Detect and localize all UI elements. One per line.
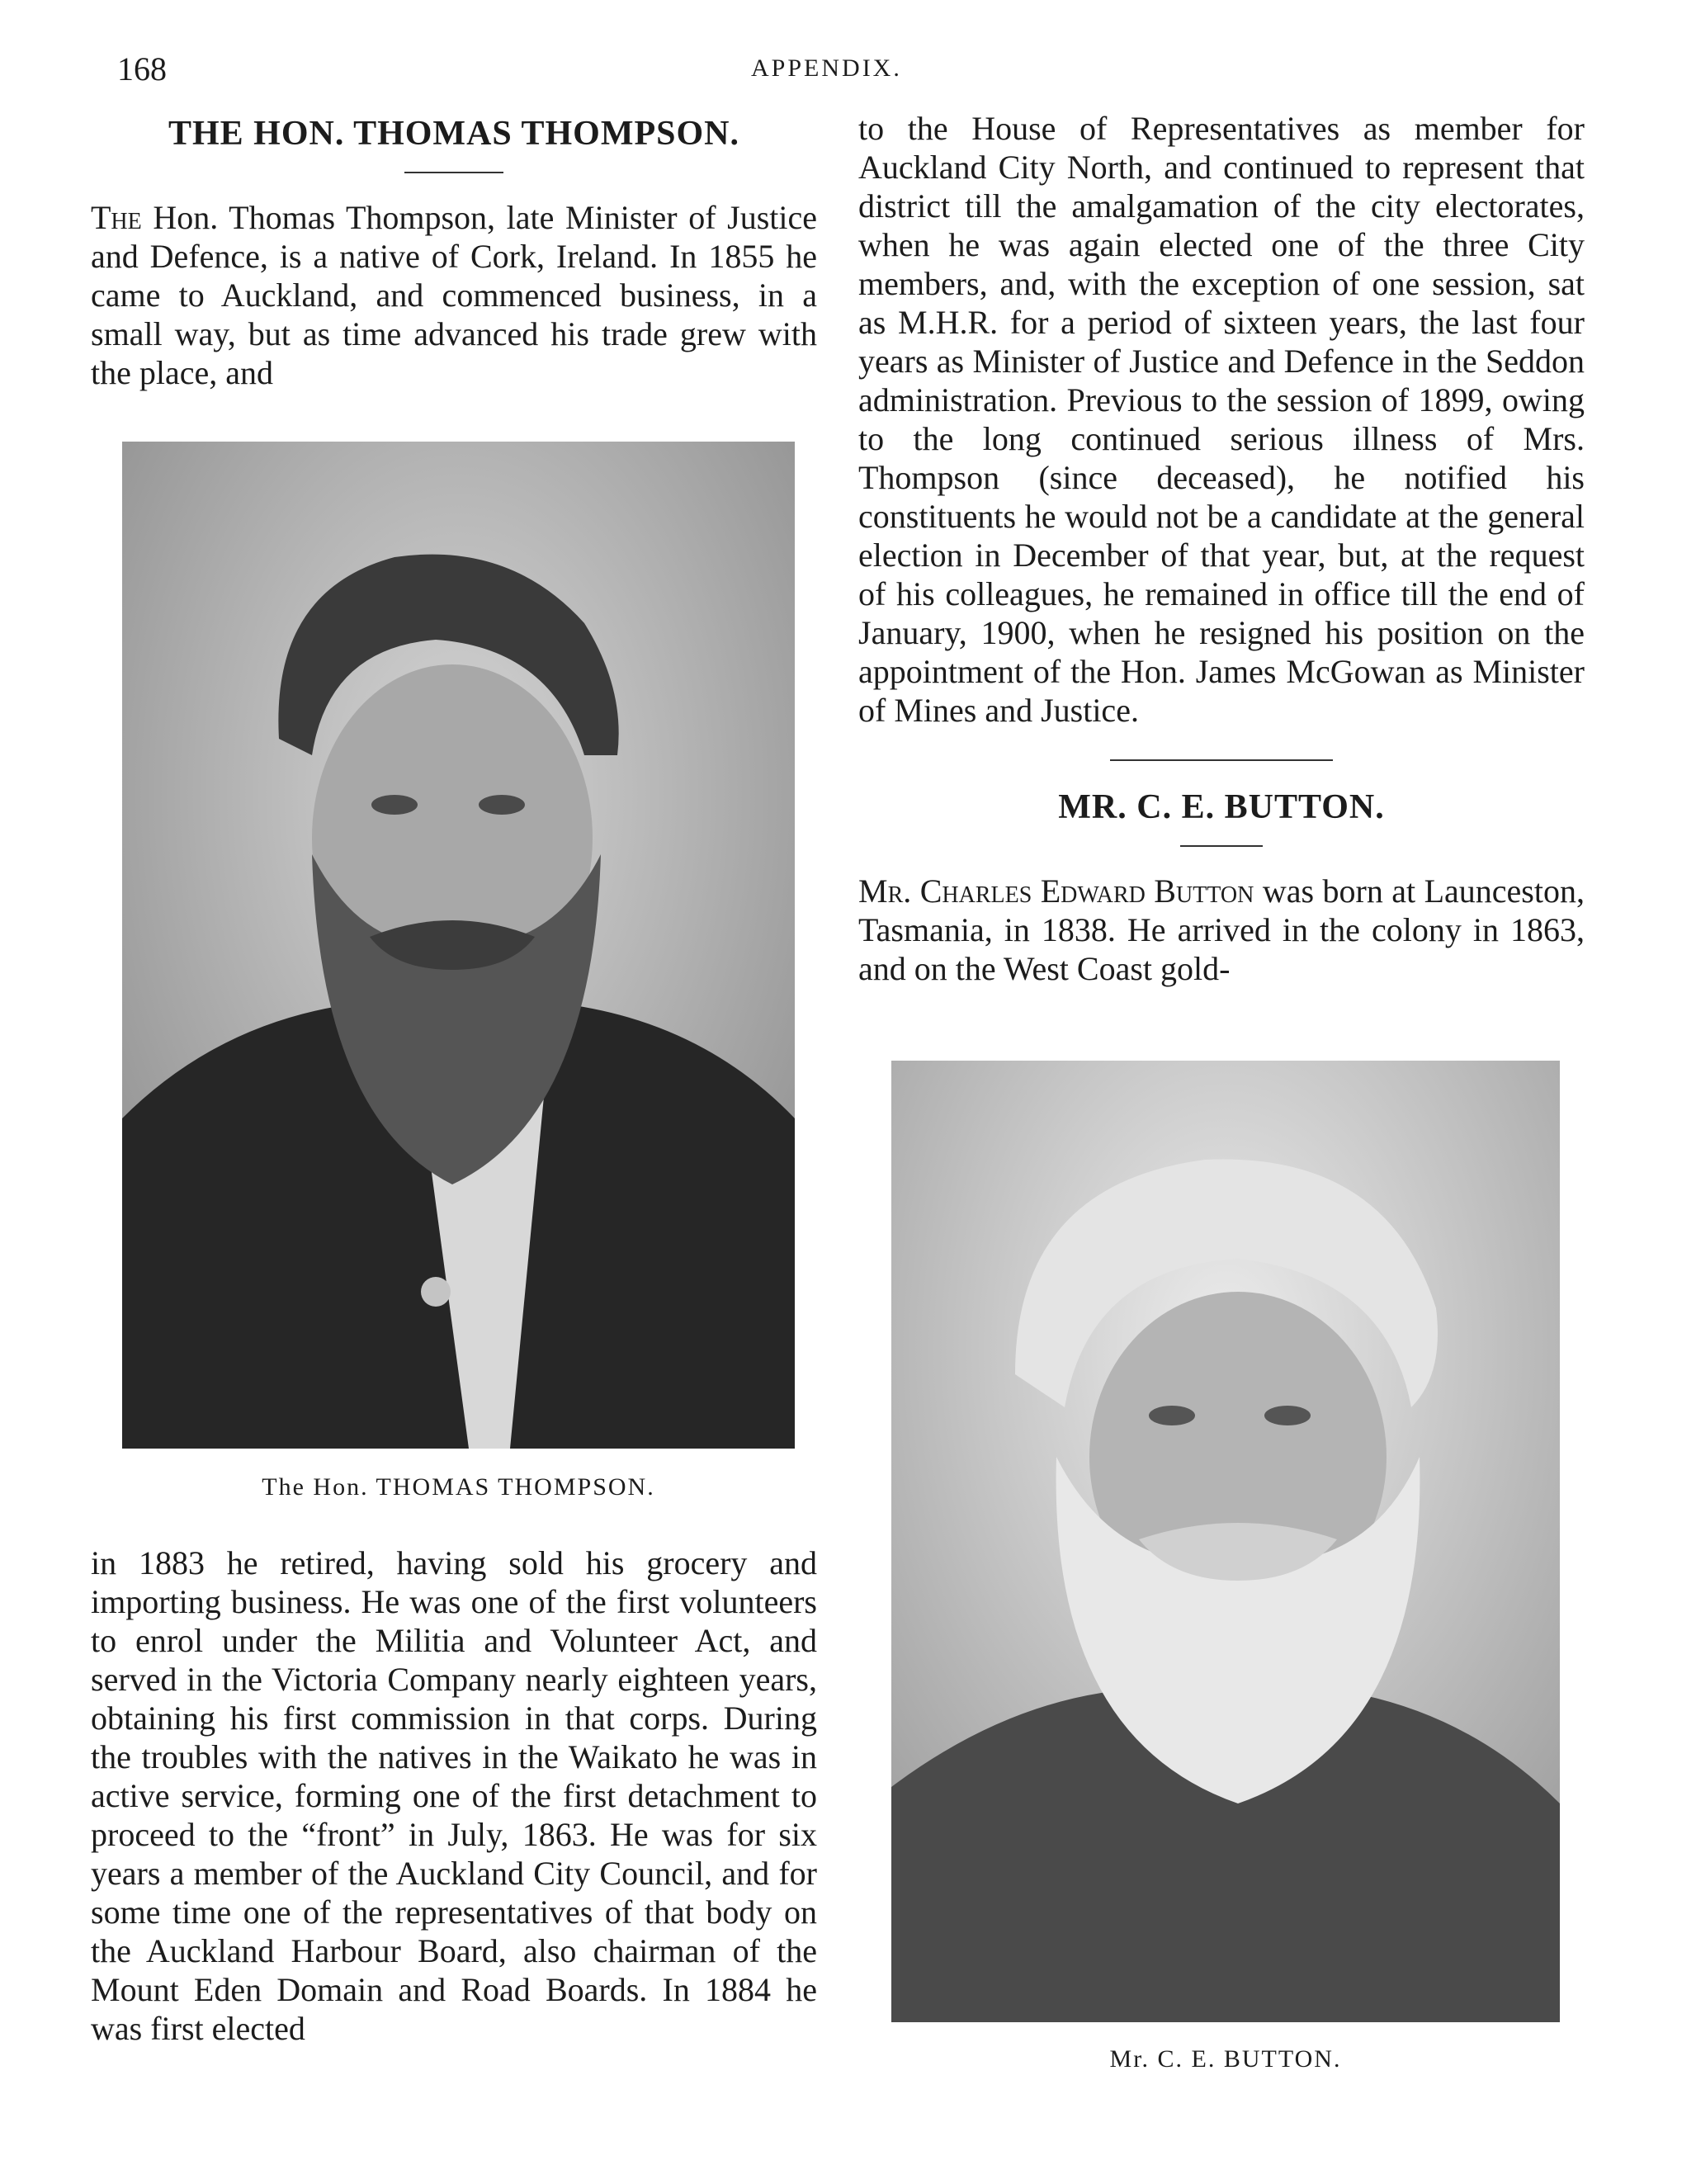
heading-rule (1180, 845, 1263, 847)
left-column-top (91, 114, 817, 392)
photo-button (891, 1061, 1560, 2022)
button-paragraph (858, 872, 1585, 988)
photo-thompson (122, 442, 795, 1449)
section-heading-button: MR. C. E. BUTTON. (1058, 788, 1385, 826)
right-column-top (858, 109, 1585, 988)
section-separator-rule (1110, 759, 1333, 761)
caption-button: Mr. C. E. BUTTON. (1109, 2045, 1342, 2073)
paragraph-text: Hon. Thomas Thompson, late Minister of Justice and Defence, is a native of Cork, Ireland. In 1855 he came to Auckland, and commenced business, in a small way, but as time advanced his trade grew with the place, and (91, 199, 818, 391)
thompson-paragraph-top (91, 198, 817, 392)
paragraph-text: was born at Launceston, Tasmania, in 1838. He arrived in the colony in 1863, and on the West Coast gold- (858, 872, 1585, 987)
caption-thompson: The Hon. THOMAS THOMPSON. (262, 1473, 655, 1501)
thompson-paragraph-bottom: in 1883 he retired, having sold his grocery and importing business. He was one of the first volunteers to enrol under the Militia and Volunteer Act, and served in the Victoria Company nearly eighteen years, obtaining his first commission in that corps. During the troubles with the natives in the Waikato he was in active service, forming one of the first detachment to proceed to the “front” in July, 1863. He was for six years a member of the Auckland City Council, and for some time one of the representatives of that body on the Auckland Harbour Board, also chairman of the Mount Eden Domain and Road Boards. In 1884 he was first elected (91, 1544, 817, 2047)
lead-words: Mr. Charles Edward Button (858, 872, 1254, 910)
section-heading-thompson: THE HON. THOMAS THOMPSON. (168, 115, 740, 153)
thompson-paragraph-continued: to the House of Representatives as member for Auckland City North, and continued to represent that district till the amalgamation of the city electorates, when he was again elected one of the three City members, and, with the exception of one session, sat as M.H.R. for a period of sixteen years, the last four years as Minister of Justice and Defence in the Seddon administration. Previous to the session of 1899, owing to the long continued serious illness of Mrs. Thompson (since deceased), he notified his constituents he would not be a candidate at the general election in December of that year, but, at the request of his colleagues, he remained in office till the end of January, 1900, when he resigned his position on the appointment of the Hon. James McGowan as Minister of Mines and Justice. (858, 110, 1585, 729)
lead-word: The (91, 199, 142, 236)
page-number: 168 (117, 50, 167, 87)
portrait-button-illustration (891, 1061, 1560, 2022)
running-head: APPENDIX. (751, 54, 902, 82)
heading-rule (404, 172, 503, 173)
portrait-thompson-illustration (122, 442, 795, 1449)
left-column-bottom (91, 1543, 817, 2048)
